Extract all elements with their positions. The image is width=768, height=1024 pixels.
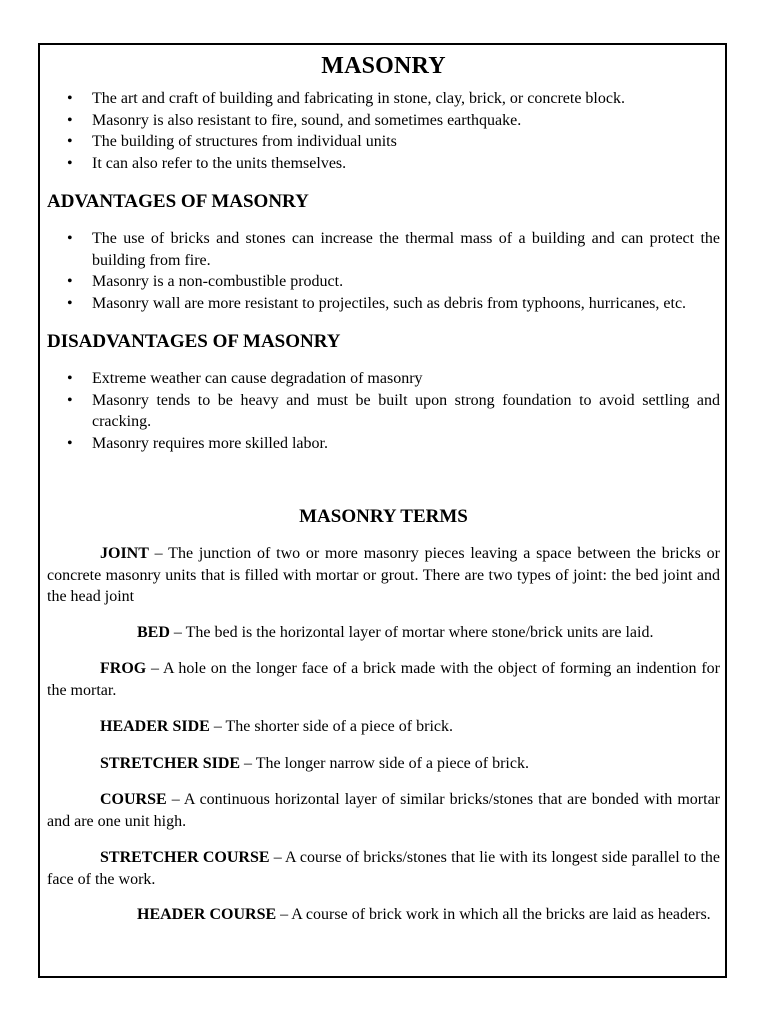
bullet-icon: •: [67, 273, 73, 290]
term-name: HEADER SIDE: [100, 718, 210, 735]
term-frog: [47, 658, 720, 701]
term-name: JOINT: [100, 545, 149, 562]
term-name: FROG: [100, 660, 147, 677]
bullet-icon: •: [67, 133, 73, 150]
list-item: • Masonry is a non-combustible product.: [47, 271, 720, 293]
term-name: HEADER COURSE: [137, 906, 277, 923]
list-item: • The art and craft of building and fabricating in stone, clay, brick, or concrete block.: [47, 88, 720, 110]
list-item: • Masonry tends to be heavy and must be built upon strong foundation to avoid settling and cracking.: [67, 391, 720, 430]
term-header-course: [47, 904, 720, 926]
terms-heading: MASONRY TERMS: [299, 506, 468, 527]
disadvantages-heading: DISADVANTAGES OF MASONRY: [47, 331, 341, 352]
bullet-icon: •: [67, 391, 73, 409]
document-content: [47, 45, 720, 926]
term-stretcher-course: [47, 847, 720, 890]
disadvantages-list: [47, 368, 720, 454]
term-definition: – A continuous horizontal layer of similar bricks/stones that are bonded with mortar and are one unit high.: [47, 791, 720, 830]
list-item: • Extreme weather can cause degradation of masonry: [47, 368, 720, 390]
list-item: • Masonry wall are more resistant to projectiles, such as debris from typhoons, hurricanes, etc.: [47, 293, 720, 315]
term-bed: [47, 622, 720, 644]
advantages-heading: ADVANTAGES OF MASONRY: [47, 191, 309, 212]
advantages-list: [47, 228, 720, 314]
bullet-icon: •: [67, 90, 73, 107]
term-name: STRETCHER SIDE: [100, 754, 241, 772]
bullet-icon: •: [67, 154, 73, 172]
term-name: BED: [137, 623, 170, 641]
term-stretcher-side: [47, 753, 720, 775]
bullet-icon: •: [67, 370, 73, 387]
term-joint: [47, 543, 720, 608]
list-item: • Masonry requires more skilled labor.: [47, 433, 720, 455]
bullet-icon: •: [67, 230, 73, 247]
intro-list: [47, 88, 720, 174]
list-item: • Masonry is also resistant to fire, sound, and sometimes earthquake.: [47, 110, 720, 132]
bullet-icon: •: [67, 111, 73, 129]
term-name: STRETCHER COURSE: [100, 849, 270, 866]
list-item: • The building of structures from individual units: [47, 131, 720, 153]
term-name: COURSE: [100, 791, 167, 808]
term-header-side: [47, 716, 720, 738]
list-item: • It can also refer to the units themselves.: [47, 153, 720, 175]
bullet-icon: •: [67, 294, 73, 312]
list-item: • The use of bricks and stones can increase the thermal mass of a building and can protect the building from fire.: [67, 230, 720, 269]
page-border: [38, 43, 727, 978]
term-definition: – The junction of two or more masonry pieces leaving a space between the bricks or concrete masonry units that is filled with mortar or grout. There are two types of joint: the bed joint and the head joint: [47, 545, 720, 605]
page-title: MASONRY: [321, 53, 446, 79]
term-definition: – The longer narrow side of a piece of brick.: [240, 754, 529, 772]
term-definition: – The shorter side of a piece of brick.: [209, 718, 453, 735]
term-definition: – The bed is the horizontal layer of mortar where stone/brick units are laid.: [169, 623, 654, 641]
bullet-icon: •: [67, 434, 73, 452]
term-course: [47, 789, 720, 832]
term-definition: – A hole on the longer face of a brick made with the object of forming an indention for the mortar.: [47, 660, 720, 699]
term-definition: – A course of brick work in which all the bricks are laid as headers.: [276, 906, 711, 923]
term-definition: – A course of bricks/stones that lie with its longest side parallel to the face of the work.: [47, 849, 721, 888]
